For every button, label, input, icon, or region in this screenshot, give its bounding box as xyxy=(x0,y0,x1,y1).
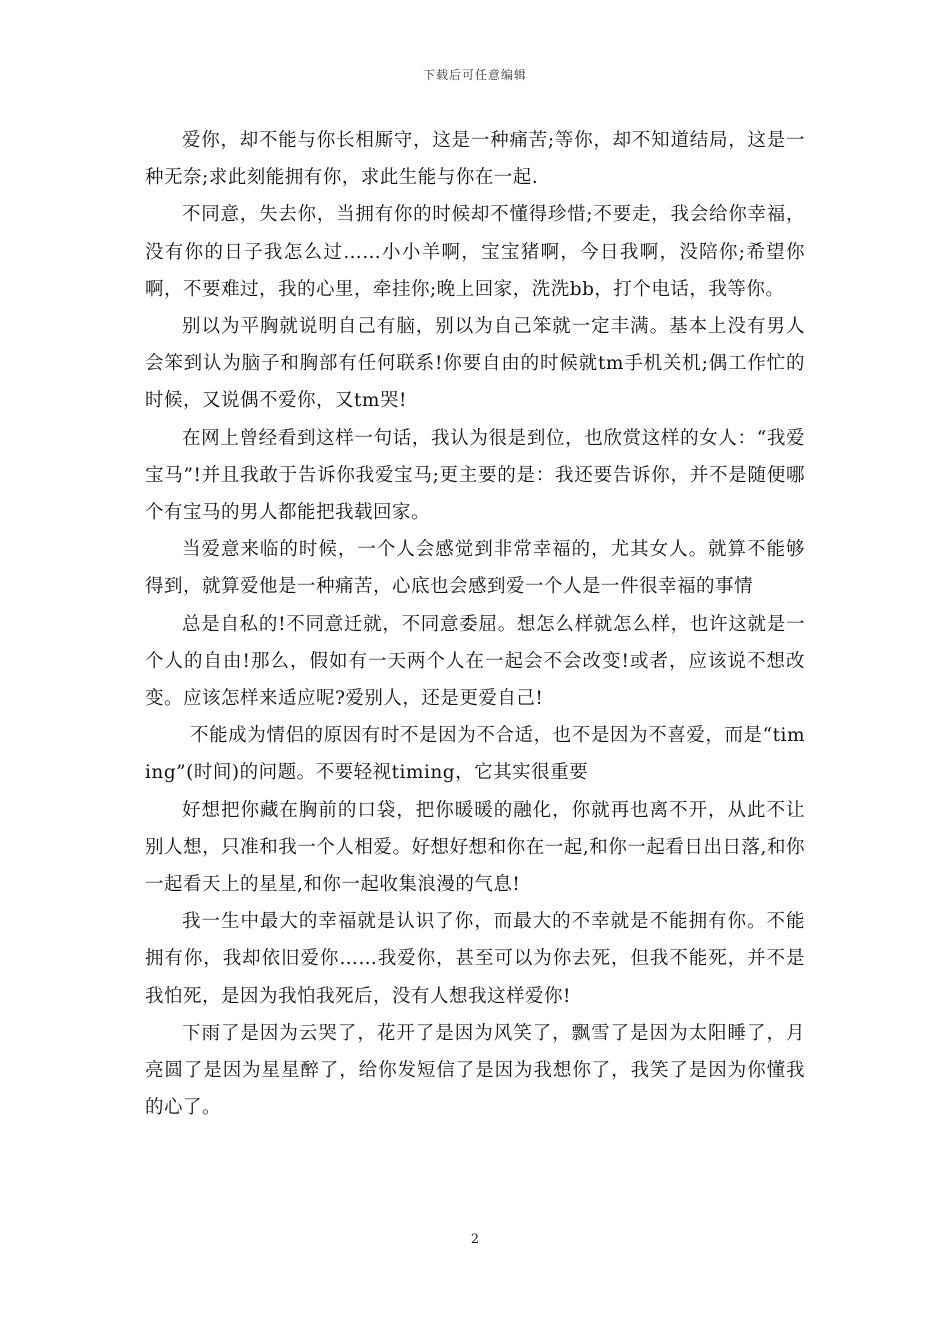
paragraph-2: 不同意，失去你，当拥有你的时候却不懂得珍惜;不要走，我会给你幸福，没有你的日子我怎么过……小小羊啊，宝宝猪啊，今日我啊，没陪你;希望你啊，不要难过，我的心里，牵挂你;晚上回家，洗洗bb，打个电话，我等你。 xyxy=(145,204,805,300)
page-number: 2 xyxy=(470,1232,480,1247)
paragraph-6: 总是自私的!不同意迁就，不同意委屈。想怎么样就怎么样，也许这就是一个人的自由!那么，假如有一天两个人在一起会不会改变!或者，应该说不想改变。应该怎样来适应呢?爱别人，还是更爱自己! xyxy=(145,613,805,710)
paragraph-1: 爱你，却不能与你长相厮守，这是一种痛苦;等你，却不知道结局，这是一种无奈;求此刻能拥有你，求此生能与你在一起. xyxy=(145,130,805,189)
paragraph-5: 当爱意来临的时候，一个人会感觉到非常幸福的，尤其女人。就算不能够得到，就算爱他是一种痛苦，心底也会感到爱一个人是一件很幸福的事情 xyxy=(145,539,805,598)
paragraph-9: 我一生中最大的幸福就是认识了你，而最大的不幸就是不能拥有你。不能拥有你，我却依旧爱你……我爱你，甚至可以为你去死，但我不能死，并不是我怕死，是因为我怕我死后，没有人想我这样爱你! xyxy=(145,911,805,1007)
paragraph-10: 下雨了是因为云哭了，花开了是因为风笑了，飘雪了是因为太阳睡了，月亮圆了是因为星星醉了，给你发短信了是因为我想你了，我笑了是因为你懂我的心了。 xyxy=(145,1022,805,1119)
body-text xyxy=(145,122,805,1126)
paragraph-7: 不能成为情侣的原因有时不是因为不合适，也不是因为不喜爱，而是“timing”(时间)的问题。不要轻视timing，它其实很重要 xyxy=(145,725,805,784)
paragraph-8: 好想把你藏在胸前的口袋，把你暖暖的融化，你就再也离不开，从此不让别人想，只准和我一个人相爱。好想好想和你在一起,和你一起看日出日落,和你一起看天上的星星,和你一起收集浪漫的气息! xyxy=(145,799,805,896)
paragraph-4: 在网上曾经看到这样一句话，我认为很是到位，也欣赏这样的女人：“我爱宝马”!并且我敢于告诉你我爱宝马;更主要的是：我还要告诉你，并不是随便哪个有宝马的男人都能把我载回家。 xyxy=(145,427,805,524)
header-note: 下载后可任意编辑 xyxy=(422,68,527,82)
paragraph-3: 别以为平胸就说明自己有脑，别以为自己笨就一定丰满。基本上没有男人会笨到认为脑子和胸部有任何联系!你要自由的时候就tm手机关机;偶工作忙的时候，又说偶不爱你，又tm哭! xyxy=(145,316,805,412)
